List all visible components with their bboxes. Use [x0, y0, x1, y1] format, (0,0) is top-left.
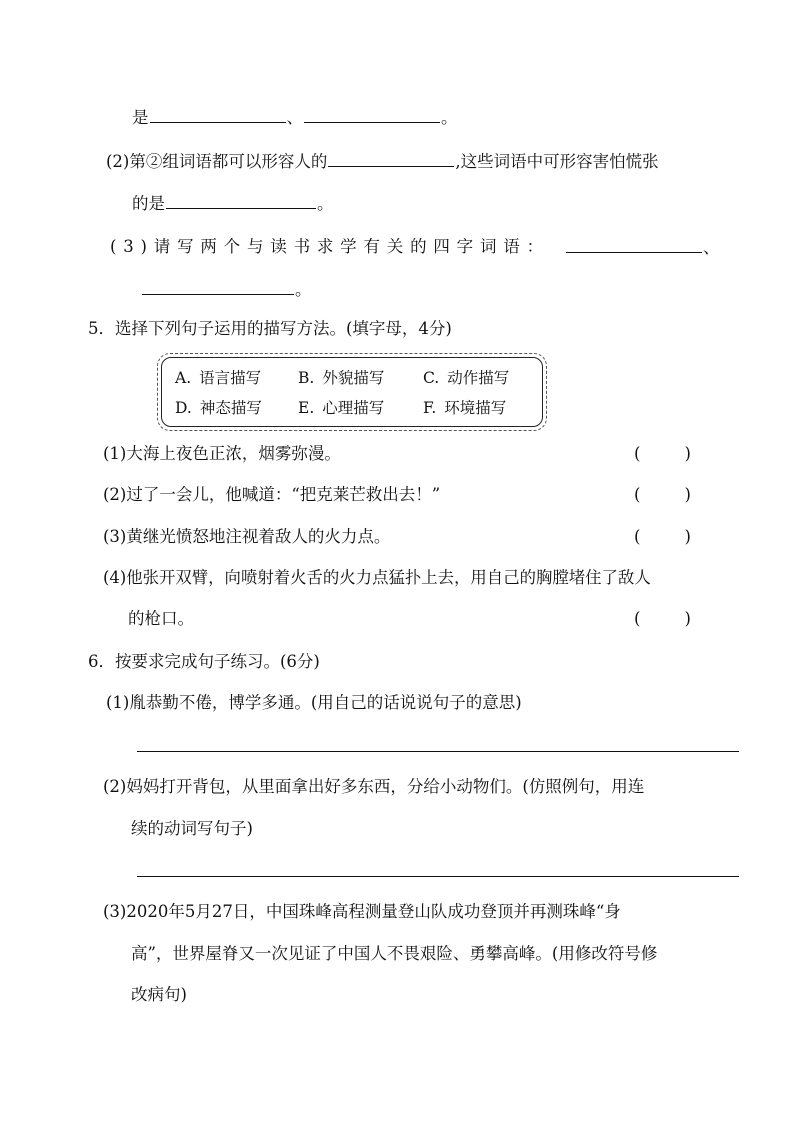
- q4-blank-2[interactable]: [304, 106, 440, 123]
- option-b: [298, 368, 423, 388]
- q5-item-4-line2: 的枪口。: [128, 609, 194, 628]
- option-f-label: 环境描写: [444, 399, 507, 417]
- q4-sub3-text: (3)请写两个与读书求学有关的四字词语：: [110, 237, 550, 256]
- option-e-label: 心理描写: [322, 399, 385, 417]
- paren-open: (: [634, 444, 641, 463]
- q4-sub3-blanks: [565, 236, 720, 259]
- option-d-label: 神态描写: [199, 399, 262, 417]
- option-a-key: A.: [175, 369, 192, 387]
- q4-sub2-line1: [106, 150, 659, 173]
- q5-item-1: (1)大海上夜色正浓，烟雾弥漫。: [103, 444, 341, 463]
- paren-close: ): [684, 527, 691, 546]
- paren-open: (: [634, 609, 641, 628]
- option-d-key: D.: [175, 399, 192, 417]
- option-c-key: C.: [423, 369, 440, 387]
- option-a-label: 语言描写: [199, 369, 262, 387]
- q4-line1-end: 。: [441, 108, 458, 127]
- q4-sub2-text-c: 的是: [132, 194, 165, 213]
- q6-sub1: (1)胤恭勤不倦，博学多通。(用自己的话说说句子的意思): [106, 693, 522, 712]
- q4-sub3-blank-2[interactable]: [142, 278, 294, 295]
- q5-answer-2[interactable]: [634, 484, 691, 506]
- q5-item-4-line1: (4)他张开双臂，向喷射着火舌的火力点猛扑上去，用自己的胸膛堵住了敌人: [103, 568, 651, 587]
- option-c: [423, 368, 509, 388]
- q5-answer-3[interactable]: [634, 526, 691, 548]
- option-f: [423, 398, 506, 418]
- q5-answer-4[interactable]: [634, 608, 691, 630]
- q6-answer-line-2[interactable]: [137, 876, 739, 877]
- q4-line1-prefix: 是: [132, 108, 149, 127]
- paren-close: ): [684, 485, 691, 504]
- option-e: [298, 398, 423, 418]
- q4-sub2-text-a: (2)第②组词语都可以形容人的: [106, 152, 328, 171]
- option-c-label: 动作描写: [447, 369, 510, 387]
- q5-options-row1: [175, 368, 509, 388]
- q5-item-2: (2)过了一会儿，他喊道：“把克莱芒救出去！”: [103, 485, 441, 504]
- q5-title: 5．选择下列句子运用的描写方法。(填字母，4分): [88, 319, 452, 338]
- paren-close: ): [684, 444, 691, 463]
- q4-sub2-blank-1[interactable]: [328, 150, 454, 167]
- q6-sub2-line2: 续的动词写句子): [131, 819, 253, 838]
- q4-sub2-text-b: ,这些词语中可形容害怕慌张: [455, 152, 659, 171]
- q4-sub3-sep: 、: [703, 238, 720, 257]
- q4-sub3-end: 。: [295, 280, 312, 299]
- paren-open: (: [634, 485, 641, 504]
- q5-answer-1[interactable]: [634, 443, 691, 465]
- q4-sub2-blank-2[interactable]: [166, 192, 316, 209]
- q4-blank-1[interactable]: [150, 106, 286, 123]
- paren-close: ): [684, 609, 691, 628]
- option-e-key: E.: [298, 399, 315, 417]
- paren-open: (: [634, 527, 641, 546]
- option-a: [175, 368, 298, 388]
- q4-sub2-line2: [132, 192, 334, 215]
- option-f-key: F.: [423, 399, 437, 417]
- q6-sub2-line1: (2)妈妈打开背包，从里面拿出好多东西，分给小动物们。(仿照例句，用连: [103, 777, 645, 796]
- q6-sub3-line1: (3)2020年5月27日，中国珠峰高程测量登山队成功登顶并再测珠峰“身: [103, 902, 621, 921]
- option-b-label: 外貌描写: [322, 369, 385, 387]
- q4-sub3-line2: [141, 278, 312, 301]
- q6-title: 6．按要求完成句子练习。(6分): [88, 652, 320, 671]
- q6-sub3-line2: 高”，世界屋脊又一次见证了中国人不畏艰险、勇攀高峰。(用修改符号修: [131, 944, 658, 963]
- option-d: [175, 398, 298, 418]
- q6-answer-line-1[interactable]: [137, 751, 739, 752]
- q4-line1-sep: 、: [286, 108, 303, 127]
- q4-sub3-blank-1[interactable]: [566, 236, 702, 253]
- q5-options-row2: [175, 398, 506, 418]
- q4-sub3-line1: [110, 236, 550, 258]
- q5-item-3: (3)黄继光愤怒地注视着敌人的火力点。: [103, 527, 391, 546]
- q4-sub2-end: 。: [317, 194, 334, 213]
- q4-line1: [132, 106, 458, 129]
- option-b-key: B.: [298, 369, 315, 387]
- q6-sub3-line3: 改病句): [131, 985, 187, 1004]
